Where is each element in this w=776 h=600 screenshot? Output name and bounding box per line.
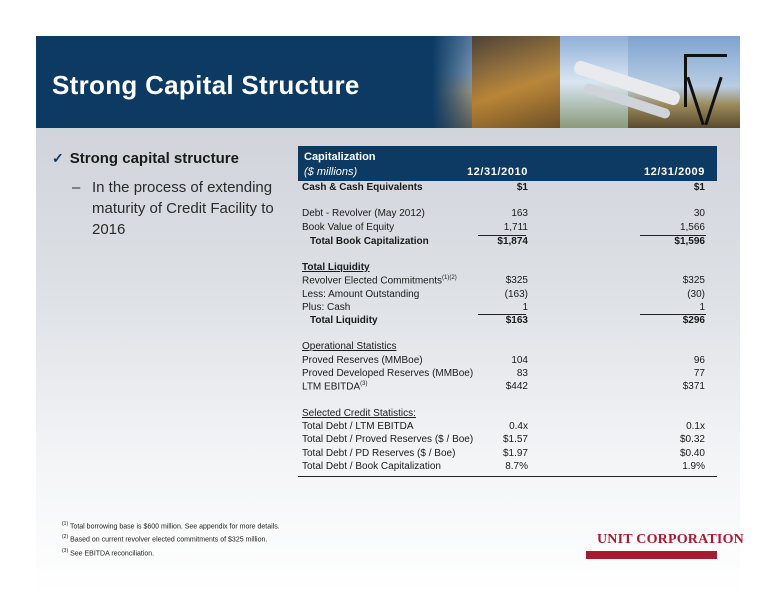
row-label: Proved Developed Reserves (MMBoe) [302, 368, 474, 379]
row-value-2010: $1.97 [502, 448, 528, 459]
row-value-2009: $1 [693, 182, 705, 193]
row-value-2010: 83 [516, 368, 528, 379]
row-value-2009: $371 [682, 381, 705, 392]
row-value-2009: 1,566 [679, 222, 705, 233]
row-value-2010: 8.7% [505, 461, 528, 472]
main-bullet [52, 150, 239, 167]
row-value-2009: $0.32 [679, 434, 705, 445]
footnote-mark: (3) [62, 547, 69, 554]
row-label: Book Value of Equity [302, 222, 395, 233]
footnote-3 [62, 546, 280, 559]
row-label: Total Liquidity [310, 315, 378, 326]
row-value-2010: 104 [511, 355, 528, 366]
row-label: Total Book Capitalization [310, 236, 429, 247]
row-value-2010: 1 [522, 302, 528, 313]
capitalization-table-header [298, 146, 717, 181]
section-heading: Operational Statistics [302, 341, 397, 352]
row-label: Total Debt / LTM EBITDA [302, 421, 414, 432]
row-label-text: LTM EBITDA [302, 381, 361, 393]
dash-icon: – [72, 179, 81, 196]
table-row [298, 448, 717, 462]
row-label: Plus: Cash [302, 302, 351, 313]
row-value-2010: 163 [511, 208, 528, 219]
row-label: Total Debt / Proved Reserves ($ / Boe) [302, 434, 474, 445]
table-subtitle: ($ millions) [304, 166, 358, 178]
row-label: Total Debt / Book Capitalization [302, 461, 441, 472]
row-value-2010: $1,874 [497, 236, 528, 247]
table-row [298, 236, 717, 250]
row-value-2009: (30) [687, 289, 705, 300]
table-bottom-rule [298, 476, 717, 477]
footnote-1 [62, 519, 280, 532]
table-row [298, 421, 717, 435]
column-header-2010: 12/31/2010 [466, 166, 528, 178]
row-value-2010: $325 [505, 275, 528, 286]
row-value-2009: $325 [682, 275, 705, 286]
table-row [298, 208, 717, 222]
row-value-2010: $442 [505, 381, 528, 392]
row-value-2009: $0.40 [679, 448, 705, 459]
row-value-2010: 1,711 [503, 222, 528, 233]
sub-bullet [72, 177, 282, 240]
footnote-2 [62, 532, 280, 545]
row-value-2009: $296 [682, 315, 705, 326]
table-row [298, 461, 717, 475]
table-row [298, 315, 717, 329]
table-row [298, 275, 717, 289]
main-bullet-text: Strong capital structure [69, 150, 239, 167]
company-logo: UNIT CORPORATION [597, 532, 744, 547]
table-row [298, 434, 717, 448]
column-header-2009: 12/31/2009 [643, 166, 705, 178]
row-label: Less: Amount Outstanding [302, 289, 420, 300]
sub-bullet-text: In the process of extending maturity of Credit Facility to 2016 [92, 179, 274, 238]
footnote-text: Based on current revolver elected commitments of $325 million. [70, 536, 268, 544]
footnote-marker: (3) [360, 381, 368, 387]
row-value-2009: 1.9% [682, 461, 705, 472]
table-title: Capitalization [304, 151, 376, 163]
page-title: Strong Capital Structure [52, 70, 360, 100]
row-label-text: Revolver Elected Commitments [302, 275, 443, 287]
footnote-mark: (1) [62, 521, 69, 527]
footnote-marker: (1)(2) [442, 275, 457, 281]
checkmark-icon: ✓ [52, 150, 64, 166]
table-row [298, 355, 717, 369]
row-value-2009: 1 [699, 302, 705, 313]
section-heading: Selected Credit Statistics: [302, 408, 416, 419]
table-row [298, 222, 717, 236]
row-value-2009: 0.1x [686, 421, 705, 432]
footnotes [62, 519, 280, 559]
row-value-2010: $1 [516, 182, 528, 193]
table-row [298, 368, 717, 382]
table-row [298, 262, 717, 276]
table-row [298, 408, 717, 422]
header-photo-collage [432, 36, 740, 128]
row-label: Proved Reserves (MMBoe) [302, 355, 423, 366]
table-row [298, 182, 717, 196]
row-value-2010: (163) [504, 289, 528, 300]
row-label: Debt - Revolver (May 2012) [302, 208, 425, 219]
row-value-2009: 96 [693, 355, 705, 366]
row-value-2009: $1,596 [674, 236, 705, 247]
row-value-2009: 30 [693, 208, 705, 219]
photo-worker [472, 36, 562, 128]
row-value-2009: 77 [693, 368, 705, 379]
footnote-text: See EBITDA reconciliation. [70, 549, 155, 557]
row-label: Total Debt / PD Reserves ($ / Boe) [302, 448, 456, 459]
row-value-2010: 0.4x [509, 421, 528, 432]
row-label [302, 275, 457, 286]
table-row [298, 289, 717, 303]
row-label [302, 381, 368, 392]
row-value-2010: $163 [505, 315, 528, 326]
footnote-text: Total borrowing base is $600 million. See appendix for more details. [69, 523, 280, 531]
section-heading: Total Liquidity [302, 262, 370, 273]
table-row [298, 381, 717, 395]
footnote-mark: (2) [62, 534, 69, 541]
table-row [298, 341, 717, 355]
row-value-2010: $1.57 [502, 434, 528, 445]
row-label: Cash & Cash Equivalents [302, 182, 423, 193]
logo-underline-bar [586, 551, 717, 559]
